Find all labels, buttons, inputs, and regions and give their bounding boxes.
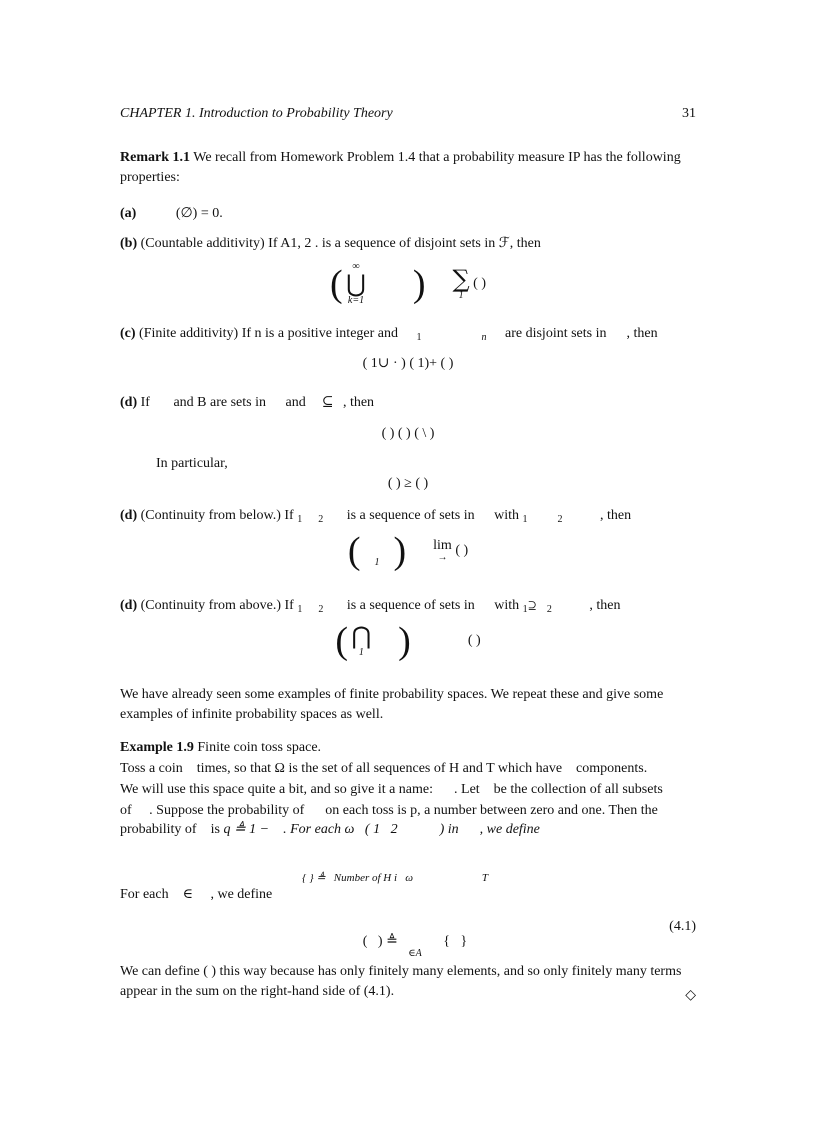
in-particular: In particular,: [156, 456, 228, 471]
example-line-3: of . Suppose the probability of on each toss is p, a number between zero and one. Then the: [120, 803, 658, 818]
property-b-label: (b): [120, 236, 138, 251]
sum-operator: ∑ 1: [452, 265, 470, 301]
remark-intro-text: We recall from Homework Problem 1.4 that a probability measure IP has the following properties:: [120, 150, 681, 186]
property-d-continuity-below: (d) (Continuity from below.) If 1 2 is a sequence of sets in with 1 2 , then: [120, 508, 632, 525]
union-operator: ∞ ⋃ k=1: [346, 261, 366, 306]
chapter-title: CHAPTER 1. Introduction to Probability Theory: [120, 106, 393, 121]
intersection-operator: ⋂ 1: [351, 622, 372, 658]
continuity-below-equation: ( 1 ) lim → ( ): [347, 530, 469, 572]
property-a: [120, 204, 696, 224]
example-line-1: Toss a coin times, so that Ω is the set of all sequences of H and T which have components.: [120, 761, 648, 776]
sum-definition-equation: ( ) ≜ { } ∈A: [362, 934, 468, 960]
example-line-4: probability of is q ≜ 1 − . For each ω ( 1 2 ) in , we define: [120, 822, 540, 837]
property-b: [120, 234, 696, 254]
property-d-continuity-above: (d) (Continuity from above.) If 1 2 is a sequence of sets in with 1⊇ 2 , then: [120, 598, 621, 615]
countable-additivity-equation: ( ∞ ⋃ k=1 ) ∑ 1 ( ): [330, 261, 486, 306]
transition-paragraph: We have already seen some examples of finite probability spaces. We repeat these and give some examples of infinite probability spaces as well.: [120, 687, 664, 723]
end-of-example-icon: ◇: [685, 988, 696, 1003]
limit-operator: lim →: [433, 538, 452, 563]
example-title: Finite coin toss space.: [197, 740, 322, 755]
example-label: Example 1.9: [120, 740, 194, 755]
example-line-2: We will use this space quite a bit, and so give it a name: . Let be the collection of all subsets: [120, 782, 663, 797]
particular-equation: ( ) ≥ ( ): [387, 476, 429, 491]
example-heading: [120, 738, 696, 758]
page-number: 31: [682, 106, 696, 121]
for-each-line: For each ∈ , we define: [120, 887, 273, 902]
monotonicity-equation: ( ) ( ) ( \ ): [381, 426, 435, 441]
closing-paragraph: We can define ( ) this way because has only finitely many elements, and so only finitely many terms appear in the sum on the right-hand side of (4.1).: [120, 964, 682, 1000]
continuity-above-equation: ( ⋂ 1 ) ( ): [335, 620, 481, 662]
running-header: [120, 104, 696, 126]
remark-label: Remark 1.1: [120, 150, 190, 165]
property-d-monotonicity: (d) If and B are sets in and ⊆ , then: [120, 394, 375, 410]
property-a-text: (∅) = 0.: [175, 206, 223, 221]
property-a-label: (a): [120, 206, 137, 221]
page: [120, 0, 696, 1123]
property-b-text: (Countable additivity) If A1, 2 . is a sequence of disjoint sets in ℱ, then: [140, 236, 541, 251]
equation-number: (4.1): [669, 919, 696, 934]
property-c: (c) (Finite additivity) If n is a positive integer and 1 n are disjoint sets in , then: [120, 326, 658, 343]
property-c-label: (c): [120, 326, 136, 341]
remark-intro: [120, 148, 696, 189]
finite-additivity-equation: ( 1∪ · ) ( 1)+ ( ): [362, 356, 454, 371]
probability-definition-equation: { } ≜ Number of H i ω T: [302, 872, 488, 885]
